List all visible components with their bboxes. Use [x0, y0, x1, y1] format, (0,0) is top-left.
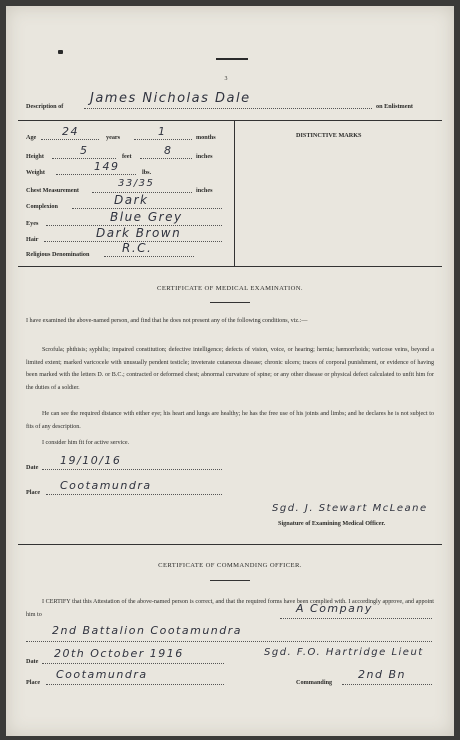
medical-intro: I have examined the above-named person, and find that he does not present any of the following conditions, viz.:—: [26, 318, 308, 324]
complexion-value: Dark: [114, 193, 149, 207]
co-certify-statement: I CERTIFY that this Attestation of the above-named person is correct, and that the required forms have been complied with. I accordingly approve, and appoint him to: [26, 599, 434, 618]
hair-label: Hair: [26, 236, 39, 243]
religion-label: Religious Denomination: [26, 251, 90, 258]
religion-value: R.C.: [122, 241, 153, 255]
medical-place-value: Cootamundra: [60, 479, 152, 492]
chest-value: 33/35: [118, 178, 155, 189]
inches-label: inches: [196, 153, 213, 160]
medical-fitness-statement: He can see the required distance with either eye; his heart and lungs are healthy; he has the free use of his joints and limbs; and he declares he is not subject to fits of any description.: [26, 411, 434, 430]
eyes-label: Eyes: [26, 220, 39, 227]
age-label: Age: [26, 134, 37, 141]
fold-mark: [216, 58, 248, 60]
medical-date-label: Date: [26, 464, 39, 471]
top-rule: [18, 120, 442, 121]
medical-rule: [18, 544, 442, 545]
medical-heading-underline: [210, 302, 250, 303]
medical-place-label: Place: [26, 489, 41, 496]
months-label: months: [196, 134, 216, 141]
page-number: 3: [224, 76, 228, 82]
co-signature: Sgd. F.O. Hartridge Lieut: [264, 647, 424, 658]
co-company-value: A Company: [296, 602, 373, 615]
physical-rule: [18, 266, 442, 267]
medical-fit-statement: I consider him fit for active service.: [42, 440, 130, 446]
co-date-label: Date: [26, 658, 39, 665]
age-months-value: 1: [158, 125, 167, 138]
medical-conditions: Scrofula; phthisis; syphilis; impaired constitution; defective intelligence; defects of vision, voice, or hearing; hernia; hæmorrhoids; varicose veins, beyond a limited extent; marked varicocele with unusually pendent testicle; inveterate cutaneous disease; chronic ulcers; traces of corporal punishment, or evidence of having been marked with the letters D. or B.C.; contracted or deformed chest; abnormal curvature of spine; or any other disease or physical defect calculated to unfit him for the duties of a soldier.: [26, 347, 434, 391]
co-battalion-value: 2nd Battalion Cootamundra: [52, 624, 243, 637]
lbs-label: lbs.: [142, 169, 152, 176]
weight-label: Weight: [26, 169, 45, 176]
description-name: James Nicholas Dale: [90, 91, 251, 106]
co-place-label: Place: [26, 679, 41, 686]
on-enlistment-label: on Enlistment: [376, 103, 413, 110]
co-date-value: 20th October 1916: [54, 647, 184, 660]
pin-mark: [58, 50, 63, 54]
co-heading: CERTIFICATE OF COMMANDING OFFICER.: [158, 562, 302, 569]
co-heading-underline: [210, 580, 250, 581]
height-label: Height: [26, 153, 44, 160]
weight-value: 149: [94, 160, 120, 173]
co-place-value: Cootamundra: [56, 668, 148, 681]
hair-value: Dark Brown: [96, 226, 182, 240]
height-feet-value: 5: [80, 144, 89, 157]
medical-officer-signature: Sgd. J. Stewart McLeane: [272, 503, 428, 514]
years-label: years: [106, 134, 121, 141]
chest-label: Chest Measurement: [26, 187, 79, 194]
feet-label: feet: [122, 153, 132, 160]
medical-signature-caption: Signature of Examining Medical Officer.: [278, 520, 386, 527]
column-divider: [234, 120, 235, 266]
eyes-value: Blue Grey: [110, 210, 183, 224]
age-years-value: 24: [62, 125, 79, 138]
medical-date-value: 19/10/16: [60, 454, 122, 467]
height-inches-value: 8: [164, 144, 173, 157]
attestation-sheet: [6, 6, 454, 736]
co-commanding-label: Commanding: [296, 679, 333, 686]
chest-inches-label: inches: [196, 187, 213, 194]
complexion-label: Complexion: [26, 203, 58, 210]
medical-heading: CERTIFICATE OF MEDICAL EXAMINATION.: [157, 285, 303, 292]
distinctive-marks-heading: DISTINCTIVE MARKS: [296, 132, 362, 139]
description-label: Description of: [26, 103, 64, 110]
co-commanding-value: 2nd Bn: [358, 668, 406, 681]
